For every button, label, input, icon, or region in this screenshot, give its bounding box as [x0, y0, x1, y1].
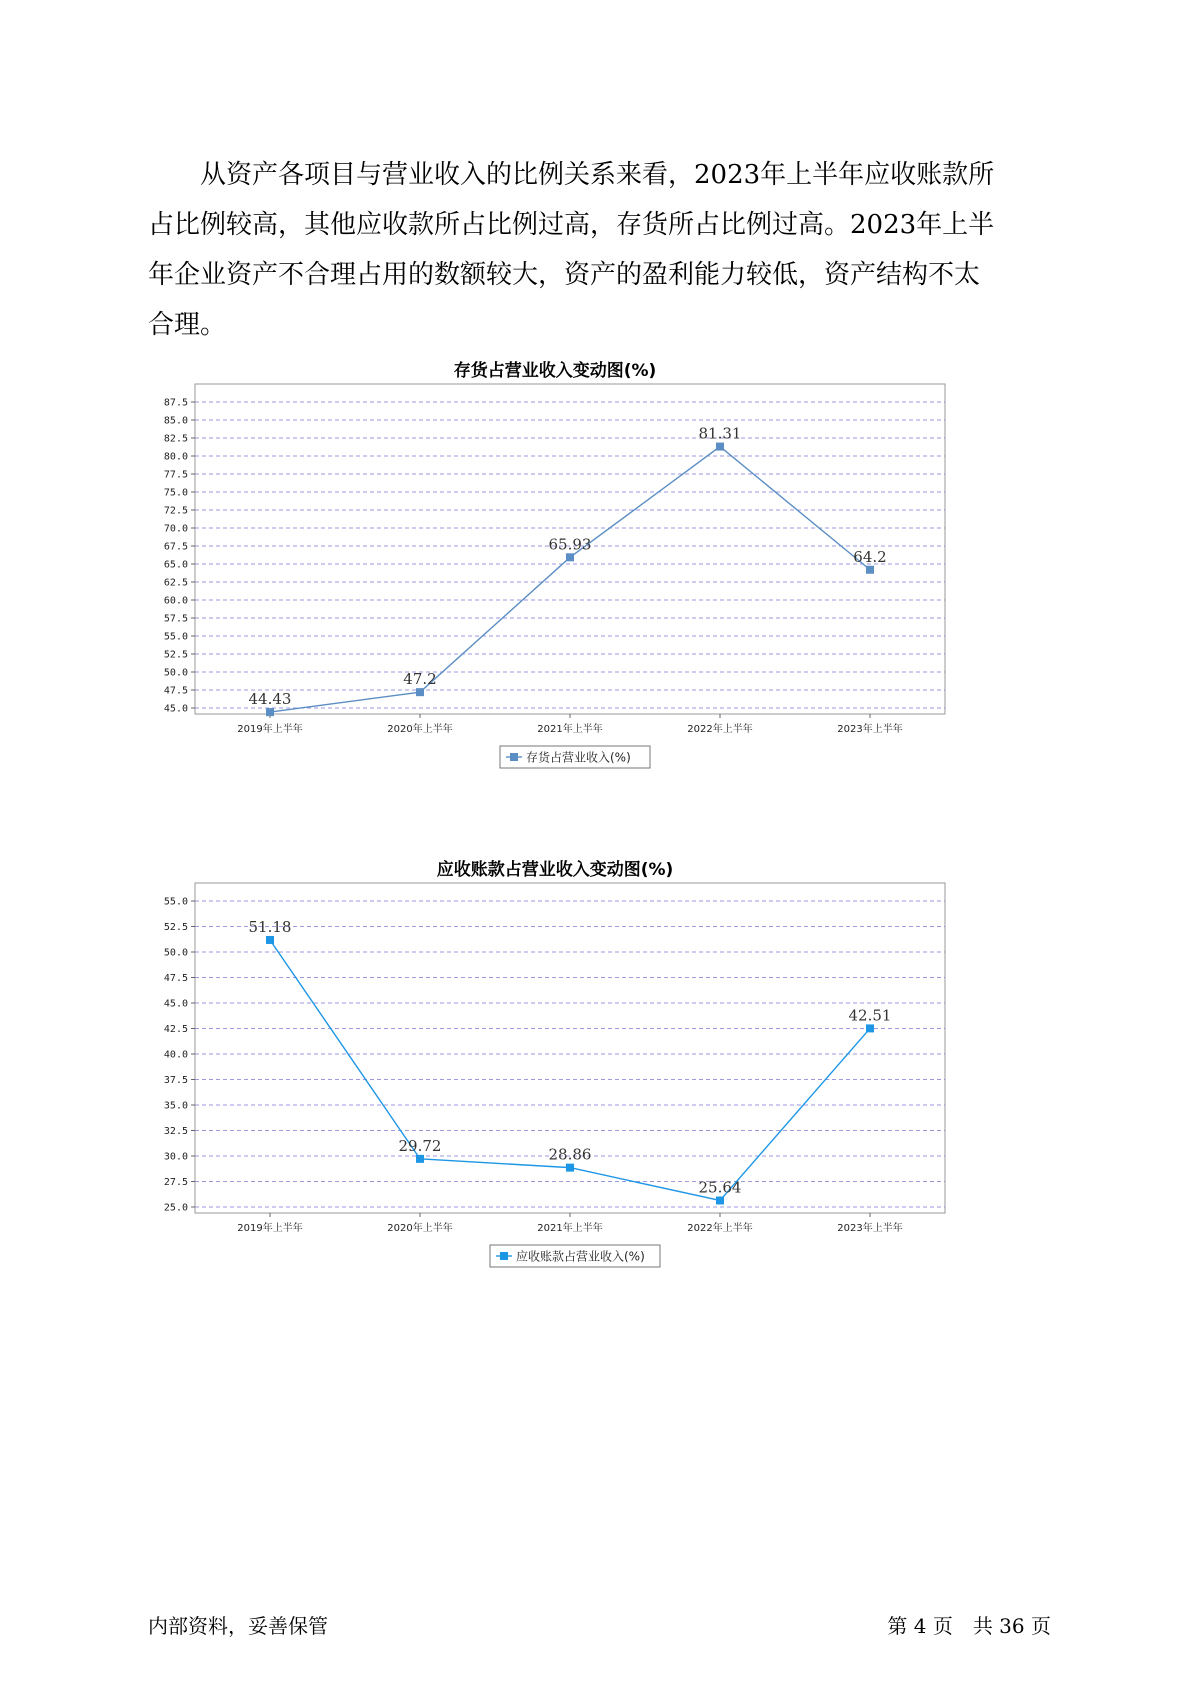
y-tick-label: 35.0 [163, 1100, 188, 1112]
y-tick-label: 32.5 [163, 1126, 188, 1137]
legend-marker [500, 1252, 508, 1260]
y-tick-label: 25.0 [163, 1202, 188, 1214]
x-tick-label: 2023年上半年 [837, 724, 903, 735]
legend-marker [510, 753, 518, 761]
data-label: 65.93 [548, 535, 592, 554]
data-point [716, 1196, 724, 1204]
y-tick-label: 27.5 [163, 1177, 188, 1188]
receivables-ratio-chart [150, 854, 1050, 1314]
y-tick-label: 55.0 [163, 896, 188, 908]
y-tick-label: 52.5 [163, 922, 188, 933]
x-tick-label: 2022年上半年 [687, 724, 753, 735]
receivables-ratio-chart-svg [150, 854, 1050, 1314]
body-paragraph [148, 150, 1050, 350]
y-tick-label: 57.5 [163, 613, 188, 625]
paragraph-line: 占比例较高，其他应收款所占比例过高，存货所占比例过高。2023年上半 [148, 210, 995, 240]
data-point [266, 708, 274, 716]
data-point [566, 1164, 574, 1172]
y-tick-label: 70.0 [163, 523, 188, 535]
data-point [416, 688, 424, 696]
x-tick-label: 2019年上半年 [237, 1223, 303, 1234]
data-label: 25.64 [698, 1178, 742, 1197]
data-point [416, 1155, 424, 1163]
y-tick-label: 52.5 [163, 649, 188, 661]
y-tick-label: 37.5 [163, 1075, 188, 1086]
paragraph-line: 年企业资产不合理占用的数额较大，资产的盈利能力较低，资产结构不太 [148, 260, 981, 290]
footer-page-number: 第 4 页 共 36 页 [887, 1614, 1051, 1638]
y-tick-label: 65.0 [163, 559, 188, 571]
chart-title: 应收账款占营业收入变动图(%) [436, 860, 674, 880]
data-point [266, 936, 274, 944]
chart-title: 存货占营业收入变动图(%) [453, 361, 657, 381]
data-label: 51.18 [248, 917, 292, 936]
paragraph-line: 合理。 [148, 310, 227, 340]
legend-label: 存货占营业收入(%) [526, 750, 631, 765]
y-tick-label: 85.0 [163, 415, 188, 427]
y-tick-label: 50.0 [163, 667, 188, 679]
y-tick-label: 87.5 [163, 397, 188, 409]
x-tick-label: 2021年上半年 [537, 1223, 603, 1234]
y-tick-label: 82.5 [163, 433, 188, 445]
x-tick-label: 2021年上半年 [537, 724, 603, 735]
y-tick-label: 80.0 [163, 451, 188, 463]
data-label: 81.31 [698, 424, 742, 443]
y-tick-label: 47.5 [163, 685, 188, 697]
x-tick-label: 2020年上半年 [387, 1223, 453, 1234]
y-tick-label: 45.0 [163, 998, 188, 1010]
inventory-ratio-chart [150, 355, 1050, 805]
y-tick-label: 55.0 [163, 631, 188, 643]
data-point [866, 1024, 874, 1032]
y-tick-label: 42.5 [163, 1024, 188, 1035]
inventory-ratio-chart-svg [150, 355, 1050, 805]
y-tick-label: 62.5 [163, 577, 188, 589]
data-label: 29.72 [398, 1136, 442, 1155]
y-tick-label: 45.0 [163, 703, 188, 715]
data-point [566, 553, 574, 561]
data-label: 64.2 [853, 547, 887, 566]
y-tick-label: 40.0 [163, 1049, 188, 1061]
legend-label: 应收账款占营业收入(%) [516, 1249, 645, 1264]
data-point [866, 566, 874, 574]
y-tick-label: 67.5 [163, 541, 188, 553]
y-tick-label: 75.0 [163, 487, 188, 499]
y-tick-label: 30.0 [163, 1151, 188, 1163]
y-tick-label: 72.5 [163, 505, 188, 517]
x-tick-label: 2019年上半年 [237, 724, 303, 735]
x-tick-label: 2022年上半年 [687, 1223, 753, 1234]
y-tick-label: 50.0 [163, 947, 188, 959]
y-tick-label: 47.5 [163, 973, 188, 984]
data-label: 28.86 [548, 1145, 592, 1164]
y-tick-label: 77.5 [163, 469, 188, 481]
paragraph-line: 从资产各项目与营业收入的比例关系来看，2023年上半年应收账款所 [200, 160, 995, 190]
data-label: 42.51 [848, 1006, 892, 1025]
data-point [716, 443, 724, 451]
y-tick-label: 60.0 [163, 595, 188, 607]
data-label: 44.43 [248, 690, 292, 709]
footer-confidential-note: 内部资料，妥善保管 [148, 1614, 328, 1638]
data-label: 47.2 [403, 670, 437, 689]
x-tick-label: 2023年上半年 [837, 1223, 903, 1234]
x-tick-label: 2020年上半年 [387, 724, 453, 735]
